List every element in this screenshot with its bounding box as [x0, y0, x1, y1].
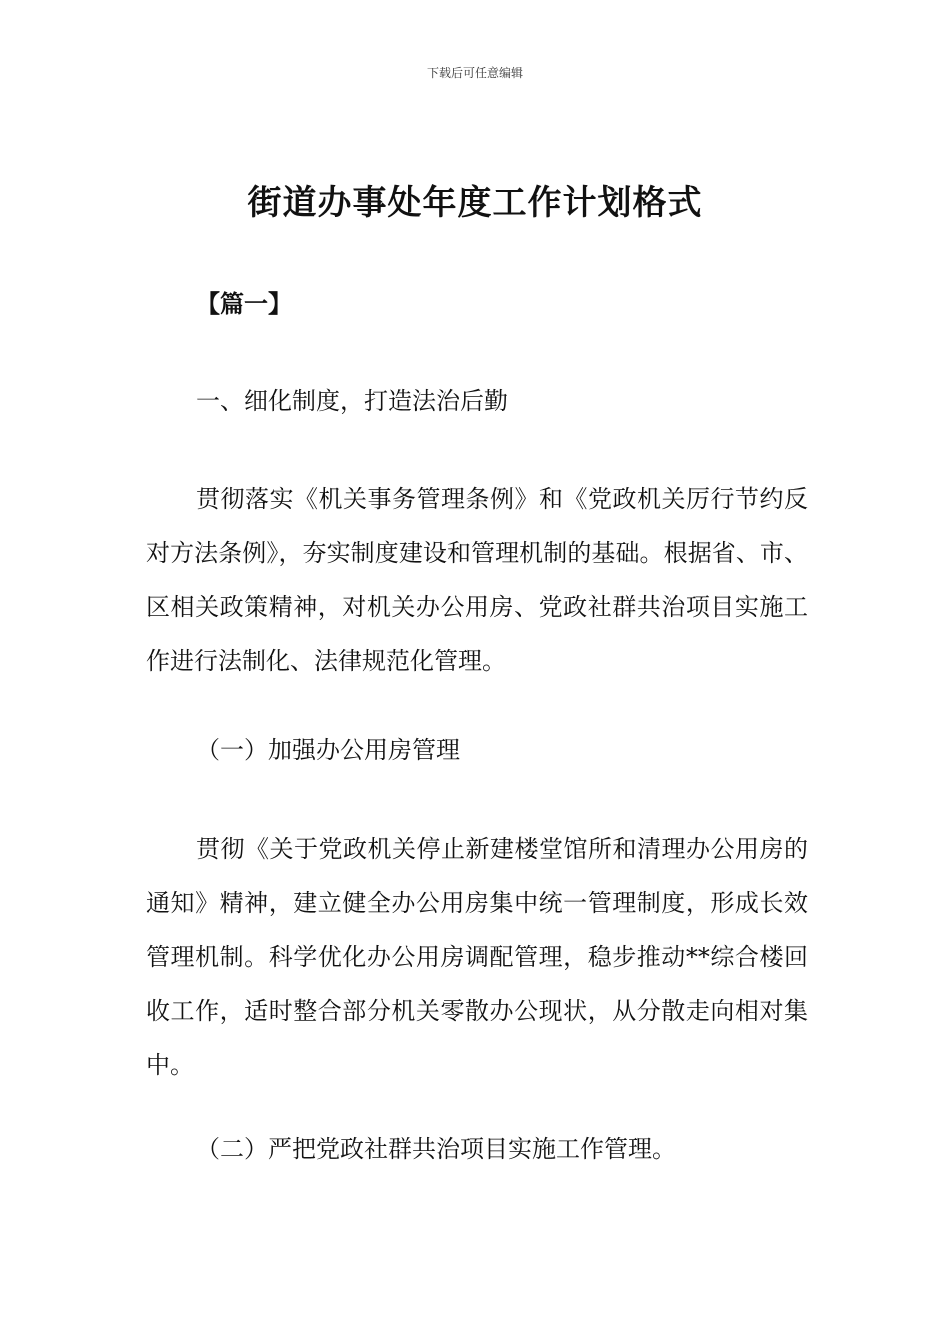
- heading-office-management: （一）加强办公用房管理: [196, 736, 460, 764]
- paragraph-regulations: 贯彻落实《机关事务管理条例》和《党政机关厉行节约反对方法条例》，夯实制度建设和管理机制的基础。根据省、市、区相关政策精神，对机关办公用房、党政社群共治项目实施工作进行法制化、法律规范化管理。: [146, 485, 808, 675]
- heading-project-management: （二）严把党政社群共治项目实施工作管理。: [196, 1135, 676, 1163]
- section-tag: 【篇一】: [196, 290, 292, 318]
- heading-refine-system: 一、细化制度，打造法治后勤: [196, 387, 508, 415]
- page-header-note: 下载后可任意编辑: [426, 66, 523, 80]
- paragraph-office-housing: 贯彻《关于党政机关停止新建楼堂馆所和清理办公用房的通知》精神，建立健全办公用房集中统一管理制度，形成长效管理机制。科学优化办公用房调配管理，稳步推动**综合楼回收工作，适时整合部分机关零散办公现状，从分散走向相对集中。: [146, 835, 808, 1079]
- document-title: 街道办事处年度工作计划格式: [247, 183, 703, 223]
